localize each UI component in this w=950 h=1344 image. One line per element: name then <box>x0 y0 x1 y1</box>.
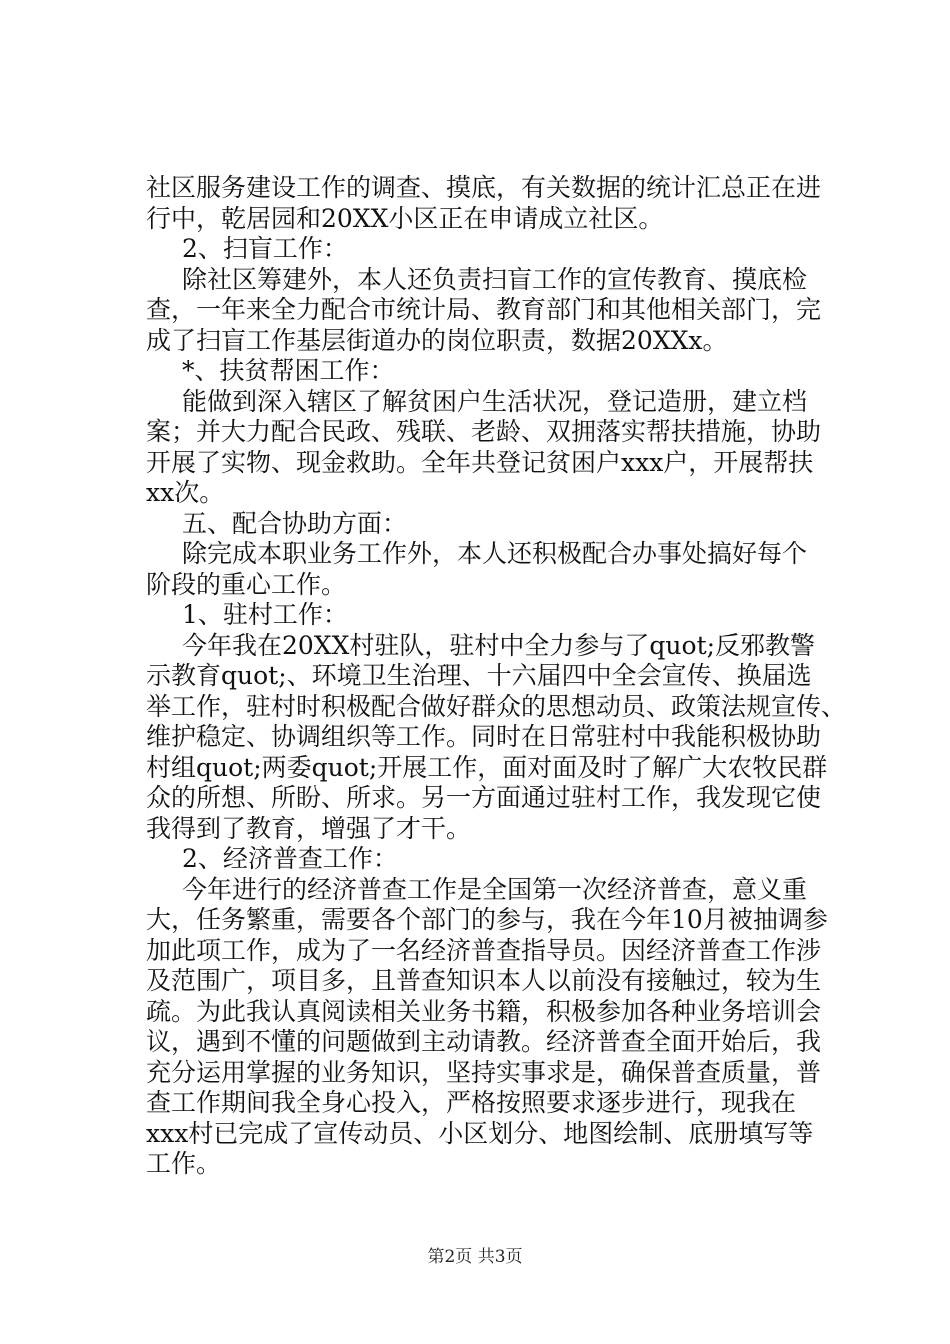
paragraph-first-line: 除完成本职业务工作外，本人还积极配合办事处搞好每个 <box>182 539 808 568</box>
body-line: 社区服务建设工作的调查、摸底，有关数据的统计汇总正在进 <box>146 173 822 202</box>
body-line: 议，遇到不懂的问题做到主动请教。经济普查全面开始后，我 <box>146 1027 822 1056</box>
body-line: 疏。为此我认真阅读相关业务书籍，积极参加各种业务培训会 <box>146 996 822 1026</box>
section-heading: 2、经济普查工作： <box>182 844 398 873</box>
body-line: 举工作，驻村时积极配合做好群众的思想动员、政策法规宣传、 <box>146 691 847 721</box>
page-footer <box>0 1247 950 1267</box>
body-line: 行中，乾居园和20XX小区正在申请成立社区。 <box>146 203 664 233</box>
body-line: 示教育quot;、环境卫生治理、十六届四中全会宣传、换届选 <box>146 661 812 690</box>
section-heading: 2、扫盲工作： <box>182 234 348 263</box>
body-line: xxx村已完成了宣传动员、小区划分、地图绘制、底册填写等 <box>146 1118 814 1148</box>
paragraph-first-line: 能做到深入辖区了解贫困户生活状况，登记造册，建立档 <box>182 386 808 416</box>
section-heading: *、扶贫帮困工作： <box>182 356 395 385</box>
body-line: 开展了实物、现金救助。全年共登记贫困户xxx户，开展帮扶 <box>146 447 814 477</box>
body-line: 大，任务繁重，需要各个部门的参与，我在今年10月被抽调参 <box>146 905 828 934</box>
document-body <box>146 173 847 1180</box>
body-line: 及范围广，项目多，且普查知识本人以前没有接触过，较为生 <box>146 966 822 995</box>
body-line: 我得到了教育，增强了才干。 <box>146 813 472 843</box>
body-line: 充分运用掌握的业务知识，坚持实事求是，确保普查质量，普 <box>146 1057 822 1087</box>
body-line: 加此项工作，成为了一名经济普查指导员。因经济普查工作涉 <box>146 935 822 965</box>
body-line: 查工作期间我全身心投入，严格按照要求逐步进行，现我在 <box>146 1088 797 1117</box>
body-line: 阶段的重心工作。 <box>146 569 347 599</box>
body-line: 维护稳定、协调组织等工作。同时在日常驻村中我能积极协助 <box>146 722 822 751</box>
body-line: 工作。 <box>146 1149 222 1178</box>
paragraph-first-line: 除社区筹建外，本人还负责扫盲工作的宣传教育、摸底检 <box>182 264 808 294</box>
body-line: 案；并大力配合民政、残联、老龄、双拥落实帮扶措施，协助 <box>146 417 822 446</box>
section-heading: 1、驻村工作： <box>182 600 348 629</box>
page-number-label: 第2页 共3页 <box>427 1247 523 1267</box>
body-line: 众的所想、所盼、所求。另一方面通过驻村工作，我发现它使 <box>146 783 822 812</box>
body-line: 成了扫盲工作基层街道办的岗位职责，数据20XXx。 <box>146 325 728 355</box>
paragraph-first-line: 今年进行的经济普查工作是全国第一次经济普查，意义重 <box>182 874 808 904</box>
body-line: 查，一年来全力配合市统计局、教育部门和其他相关部门，完 <box>146 295 822 324</box>
body-line: 村组quot;两委quot;开展工作，面对面及时了解广大农牧民群 <box>146 752 828 782</box>
body-line: xx次。 <box>146 478 225 507</box>
section-heading: 五、配合协助方面： <box>182 508 408 538</box>
paragraph-first-line: 今年我在20XX村驻队，驻村中全力参与了quot;反邪教警 <box>182 630 816 660</box>
